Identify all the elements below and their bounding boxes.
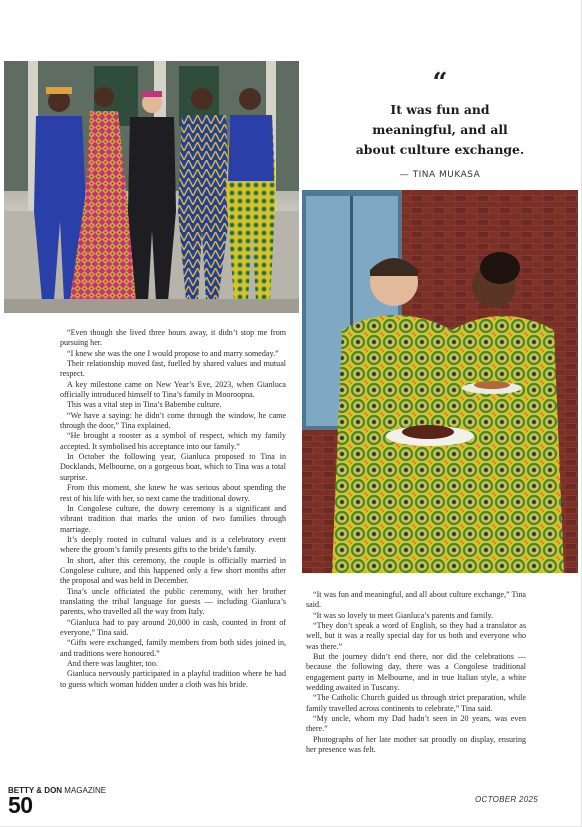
- article-paragraph: This was a vital step in Tina’s Babembe culture.: [67, 400, 222, 410]
- page-number: 50: [8, 792, 33, 818]
- article-paragraph: “My uncle, whom my Dad hadn’t seen in 20 years, was even there.”: [306, 714, 526, 734]
- article-paragraph: “I knew she was the one I would propose to and marry someday.”: [67, 348, 279, 358]
- article-paragraph: From this moment, she knew he was serious about spending the rest of his life with her, so next came the traditional dowry.: [60, 483, 286, 503]
- article-paragraph: A key milestone came on New Year’s Eve, 2023, when Gianluca officially introduced himself to Tina’s family in Mooroopna.: [60, 379, 286, 400]
- article-paragraph: “They don’t speak a word of English, so they had a translator as well, but it was a really special day for us both and everyone who was there.”: [306, 621, 526, 651]
- article-paragraph: “It was so lovely to meet Gianluca’s parents and family.: [313, 610, 494, 620]
- article-paragraph: “Gianluca had to pay around 20,000 in cash, counted in front of everyone,” Tina said.: [60, 617, 286, 637]
- brand-suffix: MAGAZINE: [62, 786, 107, 795]
- article-paragraph: “He brought a rooster as a symbol of respect, which my family accepted. It symbolised his acceptance into our family.”: [60, 431, 286, 451]
- article-paragraph: “The Catholic Church guided us through strict preparation, while family travelled across continents to celebrate,” Tina said.: [306, 693, 526, 713]
- article-paragraph: “Gifts were exchanged, family members from both sides joined in, and traditions were honoured.”: [60, 638, 286, 658]
- article-paragraph: In Congolese culture, the dowry ceremony is a significant and vibrant tradition that marks the union of two families through marriage.: [60, 503, 286, 534]
- article-paragraph: Photographs of her late mother sat proudly on display, ensuring her presence was felt.: [306, 734, 526, 755]
- article-paragraph: Their relationship moved fast, fuelled by shared values and mutual respect.: [60, 359, 286, 379]
- article-paragraph: But the journey didn’t end there, nor did the celebrations — because the following day, there was a Congolese traditional engagement party in Melbourne, and in true Italian style, a white wedding awaited in Tuscany.: [306, 652, 526, 693]
- pull-quote-attribution: — TINA MUKASA: [399, 170, 481, 180]
- pull-quote-line: meaningful, and all: [372, 122, 508, 137]
- article-paragraph: In October the following year, Gianluca proposed to Tina in Docklands, Melbourne, on a gorgeous boat, which to Tina was a total surprise.: [60, 452, 286, 482]
- pull-quote-line: It was fun and: [390, 102, 490, 117]
- article-paragraph: And there was laughter, too.: [67, 659, 158, 668]
- article-paragraph: “Even though she lived three hours away, it didn’t stop me from pursuing her.: [60, 328, 286, 348]
- brand-name: BETTY & DON: [8, 786, 63, 795]
- article-paragraph: Gianluca nervously participated in a playful tradition where he had to guess which woman hidden under a cloth was his bride.: [60, 669, 286, 689]
- quote-mark: “: [432, 68, 448, 98]
- article-paragraph: “It was fun and meaningful, and all about culture exchange,” Tina said.: [306, 590, 526, 610]
- issue-date: OCTOBER 2025: [475, 795, 539, 804]
- pull-quote-line: about culture exchange.: [355, 142, 525, 157]
- article-paragraph: “We have a saying: he didn’t come through the window, he came through the door,” Tina explained.: [60, 410, 286, 431]
- article-paragraph: It’s deeply rooted in cultural values and is a celebratory event where the groom’s family presents gifts to the bride’s family.: [60, 534, 286, 555]
- article-paragraph: Tina’s uncle officiated the public ceremony, with her brother translating the tribal language for guests — including Gianluca’s parents, who travelled all the way from Italy.: [60, 586, 286, 617]
- article-paragraph: In short, after this ceremony, the couple is officially married in Congolese culture, and this happened only a few short months after the proposal and was held in December.: [60, 555, 286, 586]
